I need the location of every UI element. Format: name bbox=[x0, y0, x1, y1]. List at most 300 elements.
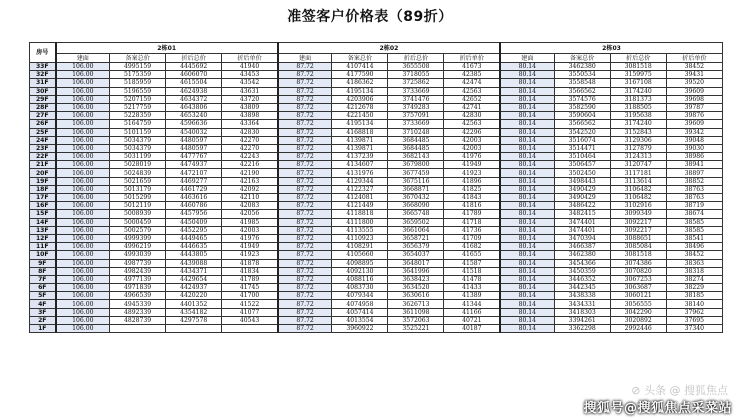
price-cell: 80.14 bbox=[500, 87, 554, 95]
price-cell: 106.00 bbox=[56, 300, 110, 308]
price-cell: 43364 bbox=[222, 120, 278, 128]
price-cell: 3733669 bbox=[388, 87, 444, 95]
price-cell: 38452 bbox=[666, 251, 722, 259]
table-row bbox=[30, 103, 723, 111]
price-cell: 4472107 bbox=[166, 169, 222, 177]
price-cell: 4203906 bbox=[332, 95, 388, 103]
price-cell: 41816 bbox=[444, 202, 500, 210]
price-cell: 42110 bbox=[222, 194, 278, 202]
price-cell: 80.14 bbox=[500, 153, 554, 161]
price-cell: 5000459 bbox=[110, 218, 166, 226]
price-cell: 41478 bbox=[444, 275, 500, 283]
price-cell: 43631 bbox=[222, 87, 278, 95]
price-cell: 3659502 bbox=[388, 218, 444, 226]
price-cell: 4129344 bbox=[332, 177, 388, 185]
table-row bbox=[30, 144, 723, 152]
price-cell: 80.14 bbox=[500, 267, 554, 275]
price-cell: 38274 bbox=[666, 275, 722, 283]
table-row bbox=[30, 234, 723, 242]
price-cell: 3085084 bbox=[610, 243, 666, 251]
price-cell: 87.72 bbox=[278, 218, 332, 226]
price-cell: 41834 bbox=[222, 267, 278, 275]
price-cell: 3362298 bbox=[554, 325, 610, 333]
price-cell: 3677459 bbox=[388, 169, 444, 177]
price-cell: 87.72 bbox=[278, 243, 332, 251]
price-cell: 4615504 bbox=[166, 79, 222, 87]
price-cell: 3710248 bbox=[388, 128, 444, 136]
page-title: 准签客户价格表（89折） bbox=[287, 9, 453, 25]
price-cell: 106.00 bbox=[56, 218, 110, 226]
price-cell: 4177590 bbox=[332, 71, 388, 79]
watermark-faint: ⊘ 头条 @ 搜狐焦点 bbox=[631, 384, 728, 397]
price-cell: 3665748 bbox=[388, 210, 444, 218]
price-cell: 41718 bbox=[444, 218, 500, 226]
column-header: 折后单价 bbox=[444, 54, 500, 63]
price-cell: 42083 bbox=[222, 202, 278, 210]
building-header: 2栋01 bbox=[56, 43, 278, 54]
price-cell: 41518 bbox=[444, 267, 500, 275]
price-cell: 80.14 bbox=[500, 79, 554, 87]
price-cell: 106.00 bbox=[56, 153, 110, 161]
price-cell: 3566562 bbox=[554, 120, 610, 128]
price-cell: 3718055 bbox=[388, 71, 444, 79]
table-row bbox=[30, 300, 723, 308]
price-cell: 3658721 bbox=[388, 234, 444, 242]
price-cell: 3506457 bbox=[554, 161, 610, 169]
price-cell: 4977139 bbox=[110, 275, 166, 283]
price-cell: 3106482 bbox=[610, 185, 666, 193]
price-cell: 3542520 bbox=[554, 128, 610, 136]
price-cell: 80.14 bbox=[500, 136, 554, 144]
price-cell: 3092217 bbox=[610, 218, 666, 226]
price-cell: 5002579 bbox=[110, 226, 166, 234]
price-cell: 3510464 bbox=[554, 153, 610, 161]
price-cell: 42270 bbox=[222, 144, 278, 152]
price-cell: 42003 bbox=[444, 144, 500, 152]
price-cell: 80.14 bbox=[500, 144, 554, 152]
price-cell: 3129306 bbox=[610, 136, 666, 144]
price-cell: 4195134 bbox=[332, 87, 388, 95]
price-cell: 3446352 bbox=[554, 275, 610, 283]
price-cell: 3482415 bbox=[554, 210, 610, 218]
price-cell: 80.14 bbox=[500, 120, 554, 128]
price-cell: 39030 bbox=[666, 144, 722, 152]
price-cell: 106.00 bbox=[56, 161, 110, 169]
price-cell: 3490429 bbox=[554, 185, 610, 193]
price-cell: 3418303 bbox=[554, 308, 610, 316]
price-cell: 106.00 bbox=[56, 251, 110, 259]
price-cell: 41940 bbox=[222, 63, 278, 71]
price-cell: 80.14 bbox=[500, 63, 554, 71]
price-cell: 80.14 bbox=[500, 194, 554, 202]
price-cell: 87.72 bbox=[278, 194, 332, 202]
price-cell: 4469277 bbox=[166, 177, 222, 185]
price-cell: 4596636 bbox=[166, 120, 222, 128]
price-cell: 3514471 bbox=[554, 144, 610, 152]
price-cell: 38719 bbox=[666, 202, 722, 210]
price-cell: 106.00 bbox=[56, 103, 110, 111]
price-cell: 3525221 bbox=[388, 325, 444, 333]
price-cell: 87.72 bbox=[278, 259, 332, 267]
price-cell: 4195134 bbox=[332, 120, 388, 128]
price-cell: 2992446 bbox=[610, 325, 666, 333]
price-cell: 41896 bbox=[444, 177, 500, 185]
price-cell: 4083730 bbox=[332, 284, 388, 292]
price-cell: 4480597 bbox=[166, 144, 222, 152]
price-cell: 39609 bbox=[666, 120, 722, 128]
floor-cell: 27F bbox=[30, 112, 56, 120]
price-cell: 42216 bbox=[222, 161, 278, 169]
price-cell: 4057414 bbox=[332, 308, 388, 316]
room-number-header: 房号 bbox=[30, 43, 56, 63]
price-cell: 4122327 bbox=[332, 185, 388, 193]
price-cell: 41825 bbox=[444, 185, 500, 193]
price-cell: 4443805 bbox=[166, 251, 222, 259]
floor-cell: 22F bbox=[30, 153, 56, 161]
price-cell: 43542 bbox=[222, 79, 278, 87]
price-cell: 4212678 bbox=[332, 103, 388, 111]
price-cell: 4996219 bbox=[110, 243, 166, 251]
price-cell: 3574576 bbox=[554, 95, 610, 103]
price-cell: 4461729 bbox=[166, 185, 222, 193]
price-cell: 106.00 bbox=[56, 177, 110, 185]
header-row-buildings bbox=[30, 43, 723, 54]
table-row bbox=[30, 243, 723, 251]
price-cell: 3102916 bbox=[610, 202, 666, 210]
table-row bbox=[30, 218, 723, 226]
table-row bbox=[30, 112, 723, 120]
price-cell: 41878 bbox=[222, 259, 278, 267]
price-cell: 4079344 bbox=[332, 292, 388, 300]
price-cell: 4439088 bbox=[166, 259, 222, 267]
price-cell: 39431 bbox=[666, 71, 722, 79]
price-cell: 3434331 bbox=[554, 300, 610, 308]
price-cell: 4111800 bbox=[332, 218, 388, 226]
price-cell: 4999399 bbox=[110, 234, 166, 242]
floor-cell: 7F bbox=[30, 275, 56, 283]
floor-cell: 18F bbox=[30, 185, 56, 193]
price-cell: 5028019 bbox=[110, 161, 166, 169]
price-cell: 3661064 bbox=[388, 226, 444, 234]
price-cell: 80.14 bbox=[500, 275, 554, 283]
price-cell: 87.72 bbox=[278, 316, 332, 324]
price-cell: 4107414 bbox=[332, 63, 388, 71]
price-cell: 41166 bbox=[444, 308, 500, 316]
price-cell: 106.00 bbox=[56, 144, 110, 152]
price-cell: 4118818 bbox=[332, 210, 388, 218]
table-body bbox=[30, 63, 723, 333]
price-cell: 106.00 bbox=[56, 316, 110, 324]
price-cell: 3502450 bbox=[554, 169, 610, 177]
price-cell: 80.14 bbox=[500, 202, 554, 210]
floor-cell: 9F bbox=[30, 259, 56, 267]
table-row bbox=[30, 226, 723, 234]
price-cell: 80.14 bbox=[500, 161, 554, 169]
price-cell: 5031199 bbox=[110, 153, 166, 161]
floor-cell: 26F bbox=[30, 120, 56, 128]
price-cell: 42270 bbox=[222, 136, 278, 144]
price-cell: 4297578 bbox=[166, 316, 222, 324]
price-cell: 3611098 bbox=[388, 308, 444, 316]
price-cell: 38452 bbox=[666, 63, 722, 71]
price-cell: 41789 bbox=[444, 210, 500, 218]
table-row bbox=[30, 95, 723, 103]
price-cell: 87.72 bbox=[278, 161, 332, 169]
price-cell: 3590604 bbox=[554, 112, 610, 120]
price-cell: 3638423 bbox=[388, 275, 444, 283]
column-header: 折后单价 bbox=[222, 54, 278, 63]
price-cell: 87.72 bbox=[278, 284, 332, 292]
price-cell: 87.72 bbox=[278, 226, 332, 234]
price-cell: 87.72 bbox=[278, 202, 332, 210]
price-cell: 40543 bbox=[222, 316, 278, 324]
price-cell: 4653240 bbox=[166, 112, 222, 120]
price-cell: 3099349 bbox=[610, 210, 666, 218]
price-cell: 5217759 bbox=[110, 103, 166, 111]
price-cell: 4168818 bbox=[332, 128, 388, 136]
price-cell: 3067253 bbox=[610, 275, 666, 283]
floor-cell: 12F bbox=[30, 234, 56, 242]
price-cell: 42830 bbox=[444, 112, 500, 120]
watermark: 搜狐号@搜狐焦点采菜站 bbox=[583, 401, 732, 416]
price-cell: 4987739 bbox=[110, 259, 166, 267]
price-cell: 80.14 bbox=[500, 169, 554, 177]
price-cell: 3470394 bbox=[554, 234, 610, 242]
price-cell bbox=[166, 325, 222, 333]
table-row bbox=[30, 284, 723, 292]
price-cell: 4113555 bbox=[332, 226, 388, 234]
price-cell: 4221450 bbox=[332, 112, 388, 120]
price-cell: 80.14 bbox=[500, 259, 554, 267]
floor-cell: 11F bbox=[30, 243, 56, 251]
price-cell: 3630616 bbox=[388, 292, 444, 300]
price-cell: 3474401 bbox=[554, 218, 610, 226]
table-row bbox=[30, 251, 723, 259]
price-cell: 43809 bbox=[222, 103, 278, 111]
price-cell: 38496 bbox=[666, 243, 722, 251]
price-cell: 4971839 bbox=[110, 284, 166, 292]
price-cell: 42092 bbox=[222, 185, 278, 193]
price-cell: 3757091 bbox=[388, 112, 444, 120]
price-cell: 41682 bbox=[444, 243, 500, 251]
table-row bbox=[30, 275, 723, 283]
price-cell: 80.14 bbox=[500, 308, 554, 316]
price-cell: 106.00 bbox=[56, 210, 110, 218]
price-cell: 5164759 bbox=[110, 120, 166, 128]
price-cell: 4098895 bbox=[332, 259, 388, 267]
price-cell: 4995159 bbox=[110, 63, 166, 71]
price-cell: 5015299 bbox=[110, 194, 166, 202]
price-cell: 3159975 bbox=[610, 71, 666, 79]
price-cell: 41522 bbox=[222, 300, 278, 308]
price-cell: 42563 bbox=[444, 120, 500, 128]
price-cell: 3572063 bbox=[388, 316, 444, 324]
price-cell: 5034379 bbox=[110, 136, 166, 144]
price-cell: 3063687 bbox=[610, 284, 666, 292]
price-cell: 106.00 bbox=[56, 63, 110, 71]
price-cell: 80.14 bbox=[500, 226, 554, 234]
floor-cell: 30F bbox=[30, 87, 56, 95]
price-cell: 5008939 bbox=[110, 210, 166, 218]
price-cell: 41923 bbox=[222, 251, 278, 259]
price-cell: 5101159 bbox=[110, 128, 166, 136]
price-cell: 42296 bbox=[444, 128, 500, 136]
price-cell: 38585 bbox=[666, 226, 722, 234]
building-header: 2栋03 bbox=[500, 43, 722, 54]
price-cell: 3668090 bbox=[388, 202, 444, 210]
price-cell: 87.72 bbox=[278, 308, 332, 316]
price-cell: 41923 bbox=[444, 169, 500, 177]
price-cell: 38541 bbox=[666, 234, 722, 242]
price-cell: 42056 bbox=[222, 210, 278, 218]
price-cell: 3960922 bbox=[332, 325, 388, 333]
price-cell: 5185959 bbox=[110, 79, 166, 87]
price-cell: 87.72 bbox=[278, 71, 332, 79]
price-cell: 41587 bbox=[444, 259, 500, 267]
price-cell: 5228359 bbox=[110, 112, 166, 120]
price-cell: 106.00 bbox=[56, 226, 110, 234]
price-cell: 3670432 bbox=[388, 194, 444, 202]
price-cell: 4457956 bbox=[166, 210, 222, 218]
price-cell: 41077 bbox=[222, 308, 278, 316]
price-cell: 3120747 bbox=[610, 161, 666, 169]
table-row bbox=[30, 177, 723, 185]
floor-cell: 23F bbox=[30, 144, 56, 152]
price-cell: 80.14 bbox=[500, 210, 554, 218]
price-cell: 4480597 bbox=[166, 136, 222, 144]
price-cell: 41389 bbox=[444, 292, 500, 300]
floor-cell: 10F bbox=[30, 251, 56, 259]
price-cell: 87.72 bbox=[278, 177, 332, 185]
price-cell: 4124081 bbox=[332, 194, 388, 202]
price-cell: 3070820 bbox=[610, 267, 666, 275]
price-cell: 3466387 bbox=[554, 243, 610, 251]
price-cell: 3516074 bbox=[554, 136, 610, 144]
price-cell: 87.72 bbox=[278, 95, 332, 103]
price-cell: 4139871 bbox=[332, 144, 388, 152]
header-row-columns bbox=[30, 54, 723, 63]
price-cell: 3450359 bbox=[554, 267, 610, 275]
table-row bbox=[30, 259, 723, 267]
price-cell: 106.00 bbox=[56, 194, 110, 202]
price-cell: 38185 bbox=[666, 292, 722, 300]
price-cell: 80.14 bbox=[500, 234, 554, 242]
price-cell: 106.00 bbox=[56, 120, 110, 128]
price-cell: 3174240 bbox=[610, 87, 666, 95]
price-cell: 3733669 bbox=[388, 120, 444, 128]
price-cell: 87.72 bbox=[278, 79, 332, 87]
price-cell: 80.14 bbox=[500, 95, 554, 103]
price-cell: 42163 bbox=[222, 177, 278, 185]
price-cell: 4401352 bbox=[166, 300, 222, 308]
price-cell: 4424937 bbox=[166, 284, 222, 292]
price-cell: 4945339 bbox=[110, 300, 166, 308]
price-cell: 41745 bbox=[222, 284, 278, 292]
price-cell: 3056555 bbox=[610, 300, 666, 308]
price-cell: 43720 bbox=[222, 95, 278, 103]
price-cell: 4892339 bbox=[110, 308, 166, 316]
price-cell: 3042290 bbox=[610, 308, 666, 316]
price-cell: 4013554 bbox=[332, 316, 388, 324]
floor-cell: 28F bbox=[30, 103, 56, 111]
price-cell: 4828739 bbox=[110, 316, 166, 324]
price-cell: 3454366 bbox=[554, 259, 610, 267]
price-cell: 87.72 bbox=[278, 210, 332, 218]
floor-cell: 5F bbox=[30, 292, 56, 300]
price-cell: 41789 bbox=[222, 275, 278, 283]
table-row bbox=[30, 63, 723, 71]
price-cell: 38585 bbox=[666, 218, 722, 226]
price-cell: 4463616 bbox=[166, 194, 222, 202]
price-cell: 39048 bbox=[666, 136, 722, 144]
table-row bbox=[30, 120, 723, 128]
price-cell: 4121449 bbox=[332, 202, 388, 210]
price-cell: 3684485 bbox=[388, 144, 444, 152]
floor-cell: 25F bbox=[30, 128, 56, 136]
floor-cell: 16F bbox=[30, 202, 56, 210]
price-cell: 87.72 bbox=[278, 153, 332, 161]
price-cell: 106.00 bbox=[56, 325, 110, 333]
price-cell: 4354182 bbox=[166, 308, 222, 316]
table-row bbox=[30, 267, 723, 275]
column-header: 建面 bbox=[56, 54, 110, 63]
price-cell: 87.72 bbox=[278, 267, 332, 275]
price-cell: 80.14 bbox=[500, 284, 554, 292]
price-cell: 87.72 bbox=[278, 128, 332, 136]
price-cell: 3741476 bbox=[388, 95, 444, 103]
table-row bbox=[30, 210, 723, 218]
table-row bbox=[30, 185, 723, 193]
floor-cell: 19F bbox=[30, 177, 56, 185]
price-cell: 38140 bbox=[666, 300, 722, 308]
price-cell: 3462380 bbox=[554, 63, 610, 71]
price-cell: 3749283 bbox=[388, 103, 444, 111]
price-cell: 3654037 bbox=[388, 251, 444, 259]
price-cell: 42243 bbox=[222, 153, 278, 161]
price-cell: 4993039 bbox=[110, 251, 166, 259]
price-cell: 41985 bbox=[222, 218, 278, 226]
price-cell bbox=[110, 325, 166, 333]
price-cell: 106.00 bbox=[56, 95, 110, 103]
price-cell: 4186362 bbox=[332, 79, 388, 87]
price-cell: 3060121 bbox=[610, 292, 666, 300]
price-cell: 38852 bbox=[666, 177, 722, 185]
price-cell: 3682143 bbox=[388, 153, 444, 161]
table-row bbox=[30, 202, 723, 210]
price-cell: 87.72 bbox=[278, 185, 332, 193]
table-row bbox=[30, 136, 723, 144]
table-row bbox=[30, 71, 723, 79]
floor-cell: 2F bbox=[30, 316, 56, 324]
price-cell: 41709 bbox=[444, 234, 500, 242]
floor-cell: 24F bbox=[30, 136, 56, 144]
price-cell: 80.14 bbox=[500, 112, 554, 120]
price-cell: 4446635 bbox=[166, 243, 222, 251]
price-cell: 106.00 bbox=[56, 185, 110, 193]
price-cell: 106.00 bbox=[56, 243, 110, 251]
column-header: 备案总价 bbox=[554, 54, 610, 63]
column-header: 折后总价 bbox=[166, 54, 222, 63]
price-cell: 42563 bbox=[444, 87, 500, 95]
price-cell: 80.14 bbox=[500, 325, 554, 333]
price-cell: 3558548 bbox=[554, 79, 610, 87]
price-cell: 41976 bbox=[444, 153, 500, 161]
price-cell: 3486422 bbox=[554, 202, 610, 210]
price-cell: 106.00 bbox=[56, 79, 110, 87]
column-header: 折后总价 bbox=[610, 54, 666, 63]
price-cell: 3655508 bbox=[388, 63, 444, 71]
price-cell: 3195638 bbox=[610, 112, 666, 120]
